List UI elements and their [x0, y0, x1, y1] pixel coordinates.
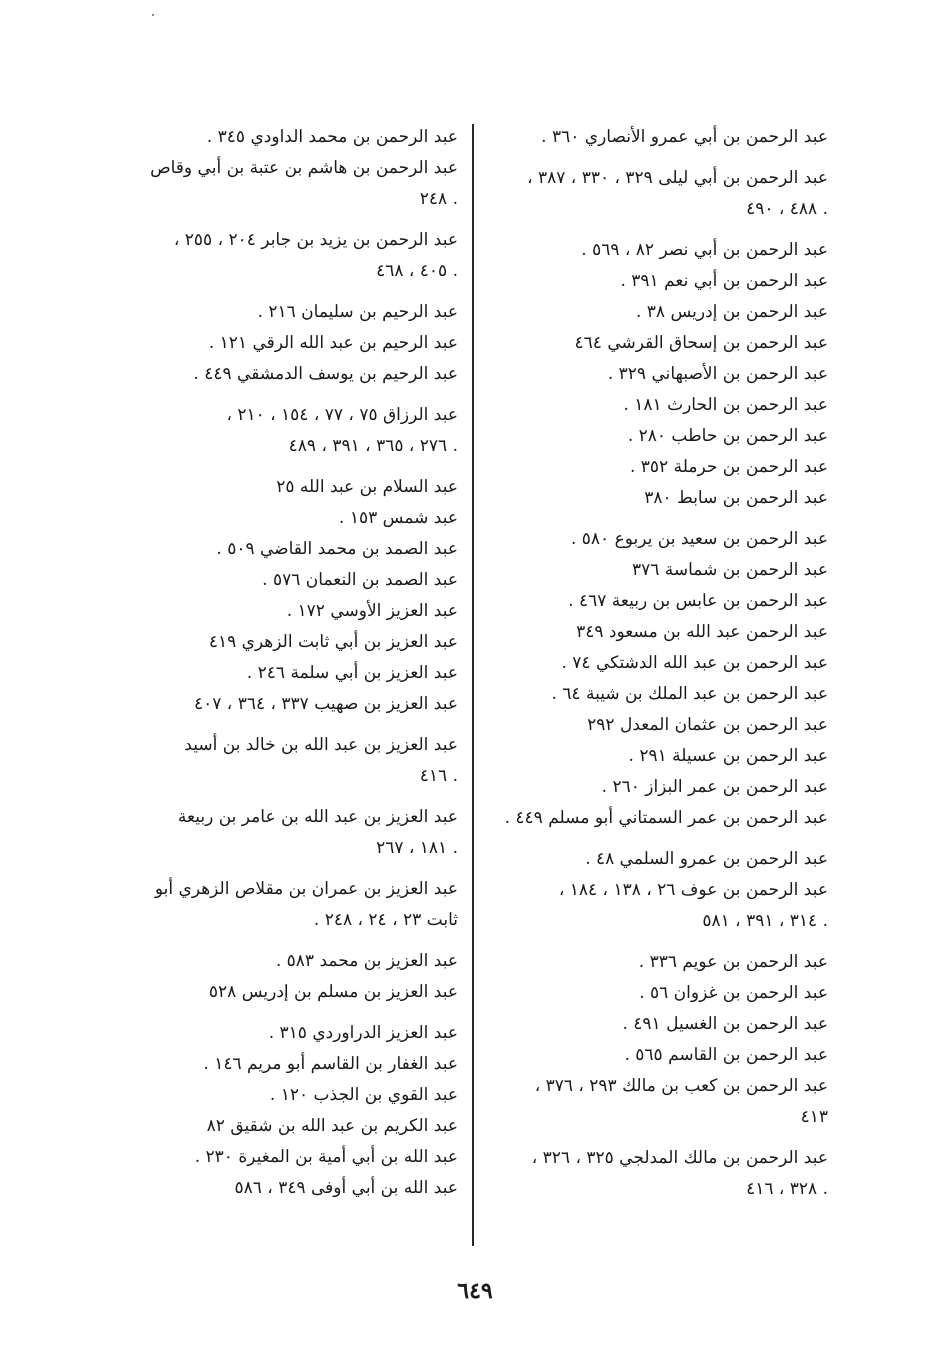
index-entry: عبد الرحيم بن سليمان ٢١٦ . — [257, 302, 458, 322]
index-entry: عبد السلام بن عبد الله ٢٥ — [276, 477, 458, 497]
index-entry: عبد الرحيم بن يوسف الدمشقي ٤٤٩ . — [193, 364, 458, 384]
index-entry: عبد العزيز بن عبد الله بن خالد بن أسيد — [184, 735, 458, 755]
index-entry: ٢٤٨ . — [419, 189, 458, 209]
index-column-right — [488, 122, 828, 1205]
scan-speck — [152, 14, 154, 16]
index-entry: عبد الرحمن بن مالك المدلجي ٣٢٥ ، ٣٢٦ ، — [531, 1148, 828, 1168]
index-entry: عبد الرحمن عبد الله بن مسعود ٣٤٩ — [576, 622, 828, 642]
index-entry: عبد الرحمن بن عمر البزاز ٢٦٠ . — [601, 777, 828, 797]
index-entry: عبد العزيز بن صهيب ٣٣٧ ، ٣٦٤ ، ٤٠٧ — [194, 694, 458, 714]
index-entry: عبد العزيز بن عبد الله بن عامر بن ربيعة — [177, 807, 458, 827]
index-entry: عبد الرحمن بن عوف ٢٦ ، ١٣٨ ، ١٨٤ ، — [558, 880, 828, 900]
index-entry: عبد العزيز بن مسلم بن إدريس ٥٢٨ — [208, 982, 458, 1002]
index-entry: عبد شمس ١٥٣ . — [339, 508, 458, 528]
index-entry: ٤٠٥ ، ٤٦٨ . — [376, 261, 458, 281]
index-entry: عبد الرحمن بن عسيلة ٢٩١ . — [628, 746, 828, 766]
index-entry: عبد العزيز بن محمد ٥٨٣ . — [275, 951, 458, 971]
index-entry: عبد الرزاق ٧٥ ، ٧٧ ، ١٥٤ ، ٢١٠ ، — [226, 405, 458, 425]
index-entry: عبد الرحمن بن سعيد بن يربوع ٥٨٠ . — [570, 529, 828, 549]
index-entry: عبد الرحمن بن الحارث ١٨١ . — [623, 395, 828, 415]
index-entry: عبد الرحمن بن عثمان المعدل ٢٩٢ — [587, 715, 828, 735]
index-entry: عبد الرحمن بن حاطب ٢٨٠ . — [627, 426, 828, 446]
index-entry: عبد الرحمن بن إسحاق القرشي ٤٦٤ — [574, 333, 828, 353]
index-entry: ٤١٣ — [800, 1107, 828, 1127]
index-entry: ٣١٤ ، ٣٩١ ، ٥٨١ . — [702, 911, 828, 931]
index-entry: عبد الكريم بن عبد الله بن شقيق ٨٢ — [206, 1116, 458, 1136]
index-entry: ٤١٦ . — [419, 766, 458, 786]
index-entry: عبد الرحمن بن كعب بن مالك ٢٩٣ ، ٣٧٦ ، — [534, 1076, 828, 1096]
column-divider — [472, 124, 474, 1246]
index-entry: عبد القوي بن الجذب ١٢٠ . — [269, 1085, 458, 1105]
index-entry: عبد الرحمن بن عمرو السلمي ٤٨ . — [585, 849, 828, 869]
index-entry: عبد الله بن أبي أمية بن المغيرة ٢٣٠ . — [194, 1147, 458, 1167]
index-entry: عبد الرحمن بن أبي عمرو الأنصاري ٣٦٠ . — [541, 127, 828, 147]
index-entry: عبد الرحمن بن هاشم بن عتبة بن أبي وقاص — [150, 158, 458, 178]
index-entry: ٢٧٦ ، ٣٦٥ ، ٣٩١ ، ٤٨٩ . — [288, 436, 458, 456]
index-entry: عبد الصمد بن النعمان ٥٧٦ . — [262, 570, 458, 590]
index-entry: ٤٨٨ ، ٤٩٠ . — [746, 199, 828, 219]
index-column-left — [128, 122, 458, 1204]
index-entry: عبد الرحمن بن إدريس ٣٨ . — [635, 302, 828, 322]
index-entry: عبد الرحمن بن أبي نعم ٣٩١ . — [620, 271, 828, 291]
index-entry: عبد العزيز بن أبي سلمة ٢٤٦ . — [246, 663, 458, 683]
index-entry: عبد الرحمن بن الغسيل ٤٩١ . — [622, 1014, 828, 1034]
index-entry: ثابت ٢٣ ، ٢٤ ، ٢٤٨ . — [313, 910, 458, 930]
index-entry: عبد الرحمن بن القاسم ٥٦٥ . — [624, 1045, 828, 1065]
index-entry: عبد الله بن أبي أوفى ٣٤٩ ، ٥٨٦ — [234, 1178, 458, 1198]
index-entry: عبد الصمد بن محمد القاضي ٥٠٩ . — [216, 539, 458, 559]
index-entry: عبد الرحمن بن عابس بن ربيعة ٤٦٧ . — [568, 591, 828, 611]
index-entry: عبد الرحمن بن أبي نصر ٨٢ ، ٥٦٩ . — [581, 240, 828, 260]
index-entry: عبد الرحمن بن عمر السمتاني أبو مسلم ٤٤٩ . — [504, 808, 828, 828]
index-entry: عبد الرحمن بن غزوان ٥٦ . — [639, 983, 828, 1003]
index-entry: عبد الرحمن بن عبد الله الدشتكي ٧٤ . — [561, 653, 828, 673]
index-entry: عبد العزيز بن أبي ثابت الزهري ٤١٩ — [208, 632, 458, 652]
index-entry: عبد العزيز الأوسي ١٧٢ . — [286, 601, 458, 621]
index-entry: عبد الرحمن بن يزيد بن جابر ٢٠٤ ، ٢٥٥ ، — [173, 230, 458, 250]
index-entry: ٣٢٨ ، ٤١٦ . — [746, 1179, 828, 1199]
index-entry: عبد الرحمن بن شماسة ٣٧٦ — [631, 560, 828, 580]
index-entry: عبد الرحمن بن محمد الداودي ٣٤٥ . — [206, 127, 458, 147]
index-entry: عبد الرحمن بن أبي ليلى ٣٢٩ ، ٣٣٠ ، ٣٨٧ ، — [527, 168, 828, 188]
index-entry: عبد الرحمن بن سابط ٣٨٠ — [644, 488, 828, 508]
index-entry: عبد الرحمن بن الأصبهاني ٣٢٩ . — [607, 364, 828, 384]
index-entry: عبد الرحيم بن عبد الله الرقي ١٢١ . — [208, 333, 458, 353]
index-entry: عبد العزيز الدراوردي ٣١٥ . — [268, 1023, 458, 1043]
index-entry: عبد الرحمن بن عويم ٣٣٦ . — [638, 952, 828, 972]
index-entry: عبد الرحمن بن حرملة ٣٥٢ . — [629, 457, 828, 477]
index-entry: عبد العزيز بن عمران بن مقلاص الزهري أبو — [154, 879, 458, 899]
index-entry: عبد الغفار بن القاسم أبو مريم ١٤٦ . — [203, 1054, 458, 1074]
page-number: ٦٤٩ — [457, 1278, 493, 1304]
index-entry: عبد الرحمن بن عبد الملك بن شيبة ٦٤ . — [551, 684, 828, 704]
index-entry: ١٨١ ، ٢٦٧ . — [376, 838, 458, 858]
